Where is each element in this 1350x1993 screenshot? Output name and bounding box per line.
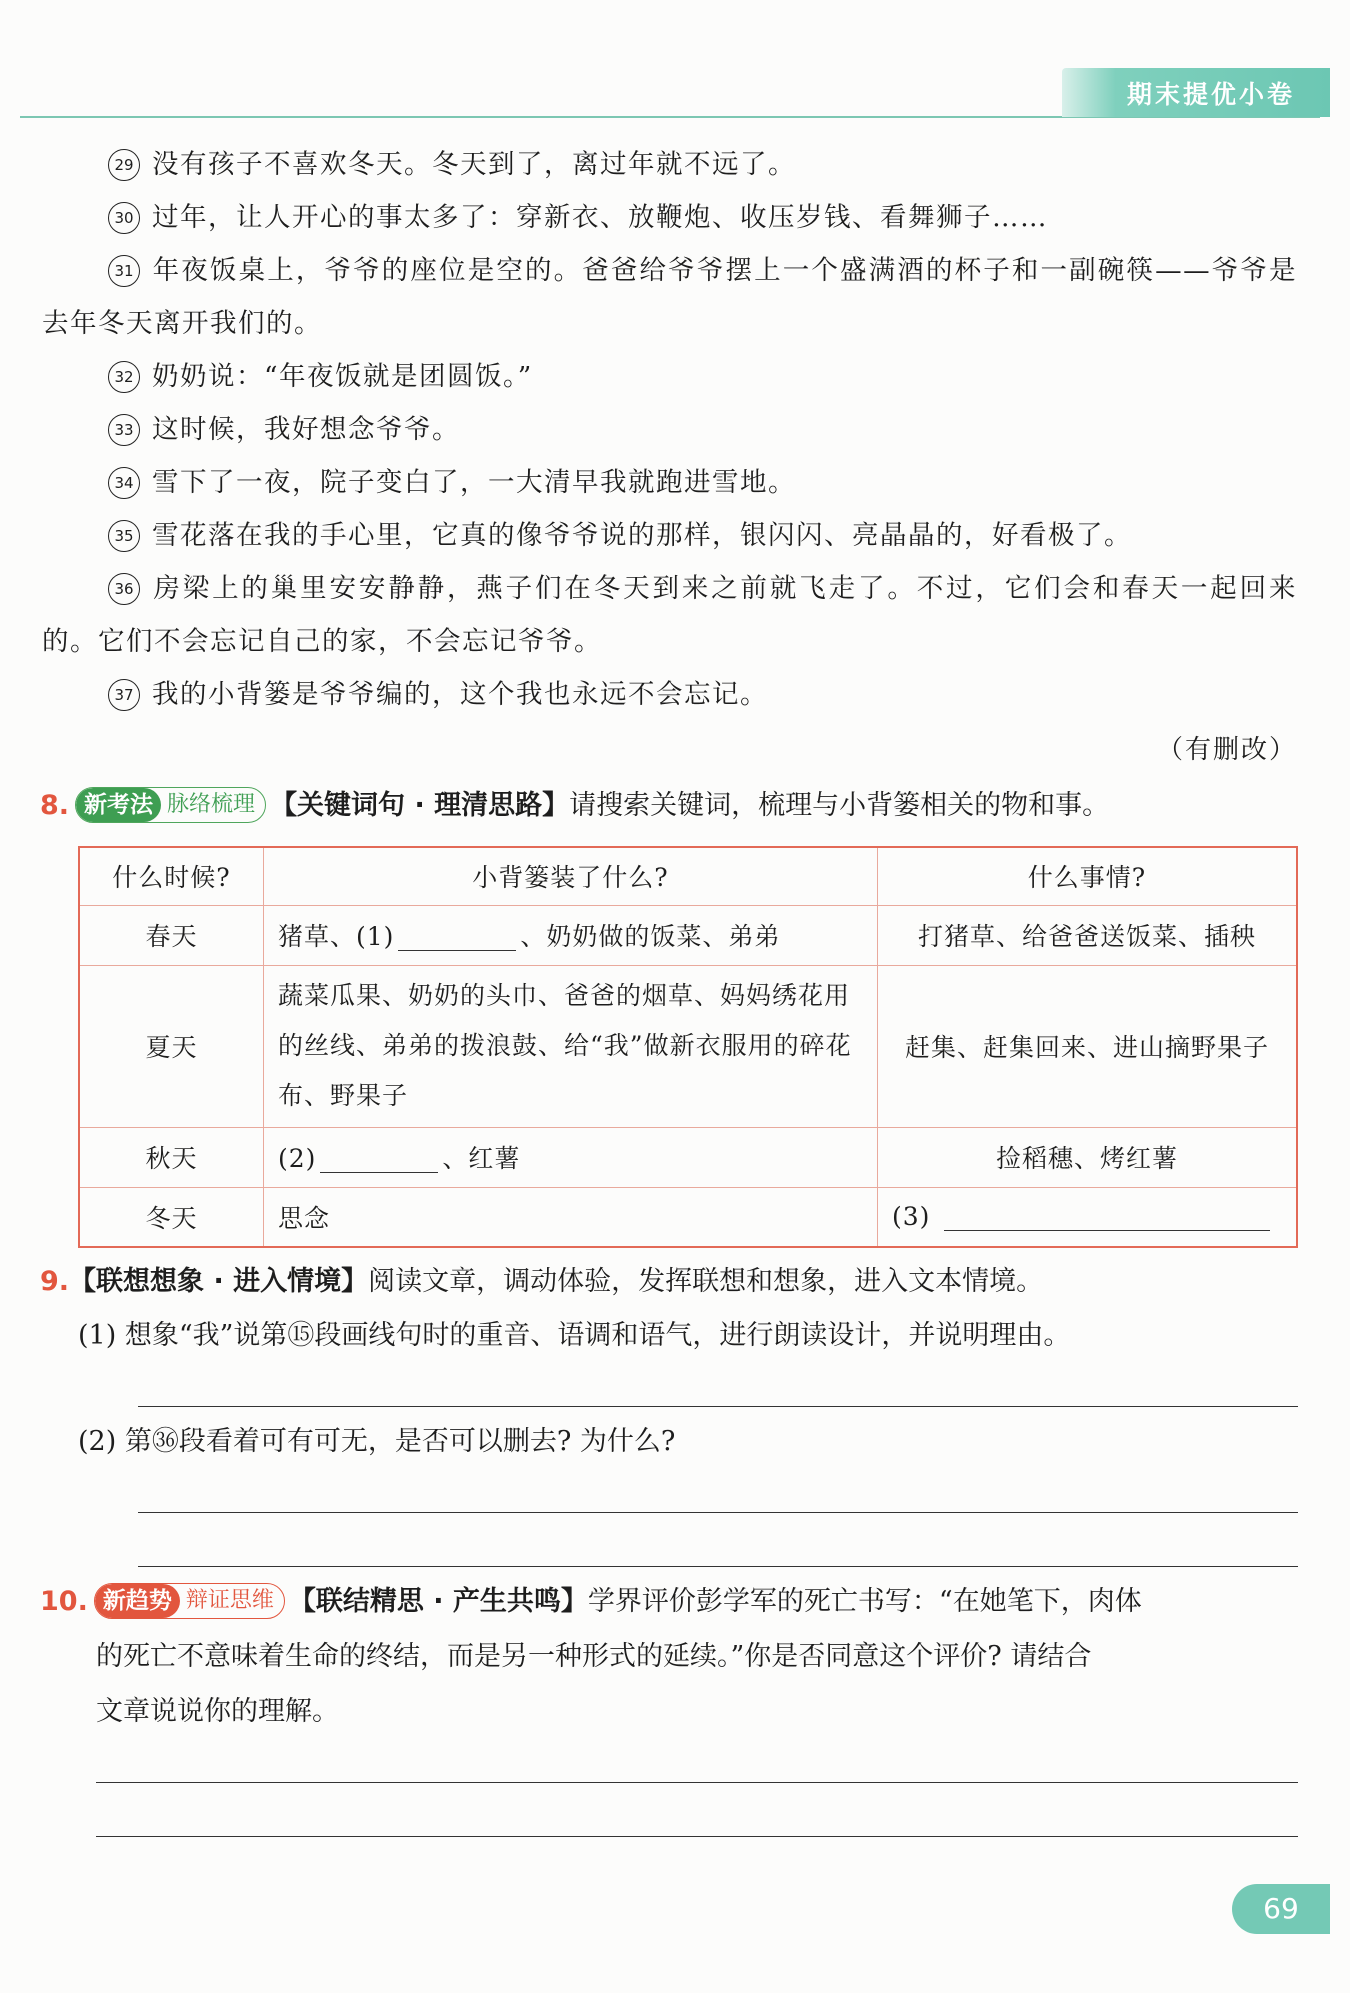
paragraph-text: 过年，让人开心的事太多了：穿新衣、放鞭炮、收压岁钱、看舞狮子……	[152, 202, 1048, 233]
question-text: 阅读文章，调动体验，发挥联想和想象，进入文本情境。	[368, 1266, 1044, 1297]
season-cell: 秋天	[79, 1127, 264, 1187]
paragraph-number: 30	[108, 202, 140, 234]
question-9-part-2: (2) 第㊱段看着可有可无，是否可以删去? 为什么?	[78, 1426, 676, 1457]
paragraph-number: 34	[108, 467, 140, 499]
new-trend-badge	[94, 1583, 285, 1619]
paragraph-number: 29	[108, 149, 140, 181]
items-text: (2)	[278, 1144, 317, 1173]
events-cell: 捡稻穗、烤红薯	[878, 1127, 1298, 1187]
paragraph-text: 房梁上的巢里安安静静，燕子们在冬天到来之前就飞走了。不过，它们会和春天一起回来的。它们不会忘记自己的家，不会忘记爷爷。	[42, 573, 1297, 657]
answer-line[interactable]	[96, 1836, 1298, 1837]
table-header: 小背篓装了什么?	[264, 847, 878, 905]
paragraph-number: 33	[108, 414, 140, 446]
paragraph	[42, 668, 1297, 721]
question-9	[40, 1262, 1043, 1302]
paragraph	[42, 138, 1297, 191]
source-note: （有删改）	[1156, 735, 1297, 765]
season-cell: 夏天	[79, 965, 264, 1127]
events-cell: 赶集、赶集回来、进山摘野果子	[878, 965, 1298, 1127]
header-tab	[1062, 68, 1330, 117]
fill-blank-1[interactable]	[398, 924, 516, 951]
table-row	[79, 1127, 1297, 1187]
season-cell: 春天	[79, 905, 264, 965]
table-header-row	[79, 847, 1297, 905]
paragraph-text: 年夜饭桌上，爷爷的座位是空的。爸爸给爷爷摆上一个盛满酒的杯子和一副碗筷——爷爷是去年冬天离开我们的。	[42, 255, 1297, 339]
paragraph-text: 奶奶说：“年夜饭就是团圆饭。”	[152, 361, 533, 392]
items-cell	[264, 1127, 878, 1187]
events-cell	[878, 1187, 1298, 1247]
story-text	[42, 138, 1297, 766]
paragraph-text: 雪花落在我的手心里，它真的像爷爷说的那样，银闪闪、亮晶晶的，好看极了。	[152, 520, 1132, 551]
items-cell: 蔬菜瓜果、奶奶的头巾、爸爸的烟草、妈妈绣花用的丝线、弟弟的拨浪鼓、给“我”做新衣服用的碎花布、野果子	[264, 965, 878, 1127]
question-8	[40, 786, 1109, 827]
question-9-part-1: (1) 想象“我”说第⑮段画线句时的重音、语调和语气，进行朗读设计，并说明理由。	[78, 1320, 1071, 1351]
question-10-text: 文章说说你的理解。	[96, 1696, 339, 1727]
question-title: 【联想想象 · 进入情境】	[69, 1266, 369, 1297]
answer-table	[78, 846, 1298, 1248]
items-text: 、奶奶做的饭菜、弟弟	[520, 922, 781, 951]
paragraph	[42, 191, 1297, 244]
table-header: 什么事情?	[878, 847, 1298, 905]
paragraph-number: 35	[108, 520, 140, 552]
question-number: 10.	[40, 1586, 88, 1617]
new-method-badge	[75, 787, 266, 823]
paragraph	[42, 403, 1297, 456]
items-cell	[264, 905, 878, 965]
items-cell: 思念	[264, 1187, 878, 1247]
question-text: 学界评价彭学军的死亡书写：“在她笔下，肉体	[587, 1586, 1142, 1617]
answer-line[interactable]	[138, 1566, 1298, 1567]
badge-main: 新考法	[76, 788, 161, 822]
page-number: 69	[1232, 1884, 1330, 1934]
paragraph-text: 这时候，我好想念爷爷。	[152, 414, 460, 445]
paragraph-number: 31	[108, 255, 140, 287]
question-10-text: 的死亡不意味着生命的终结，而是另一种形式的延续。”你是否同意这个评价? 请结合	[96, 1641, 1092, 1672]
question-text: 请搜索关键词，梳理与小背篓相关的物和事。	[569, 790, 1110, 821]
paragraph	[42, 456, 1297, 509]
badge-main: 新趋势	[95, 1584, 180, 1618]
items-text: 、红薯	[442, 1144, 521, 1173]
question-title: 【关键词句 · 理清思路】	[270, 790, 570, 821]
question-number: 9.	[40, 1266, 70, 1297]
question-title: 【联结精思 · 产生共鸣】	[288, 1586, 588, 1617]
paragraph	[42, 562, 1297, 668]
paragraph	[42, 509, 1297, 562]
paragraph-text: 雪下了一夜，院子变白了，一大清早我就跑进雪地。	[152, 467, 796, 498]
answer-line[interactable]	[96, 1782, 1298, 1783]
items-text: 猪草、(1)	[278, 922, 395, 951]
table-row	[79, 1187, 1297, 1247]
question-number: 8.	[40, 790, 70, 821]
table-row	[79, 905, 1297, 965]
fill-blank-3[interactable]	[944, 1204, 1270, 1231]
season-cell: 冬天	[79, 1187, 264, 1247]
blank-label: (3)	[892, 1202, 931, 1232]
table-header: 什么时候?	[79, 847, 264, 905]
paragraph-number: 32	[108, 361, 140, 393]
events-cell: 打猪草、给爸爸送饭菜、插秧	[878, 905, 1298, 965]
badge-sub: 辩证思维	[185, 1587, 274, 1613]
table-row	[79, 965, 1297, 1127]
header-tab-label: 期末提优小卷	[1126, 79, 1295, 109]
paragraph-text: 我的小背篓是爷爷编的，这个我也永远不会忘记。	[152, 679, 768, 710]
paragraph	[42, 244, 1297, 350]
paragraph-text: 没有孩子不喜欢冬天。冬天到了，离过年就不远了。	[152, 149, 796, 180]
badge-sub: 脉络梳理	[167, 791, 256, 817]
answer-line[interactable]	[138, 1406, 1298, 1407]
paragraph-number: 37	[108, 679, 140, 711]
answer-line[interactable]	[138, 1512, 1298, 1513]
question-10	[40, 1582, 1142, 1623]
fill-blank-2[interactable]	[320, 1146, 438, 1173]
paragraph	[42, 350, 1297, 403]
paragraph-number: 36	[108, 573, 140, 605]
